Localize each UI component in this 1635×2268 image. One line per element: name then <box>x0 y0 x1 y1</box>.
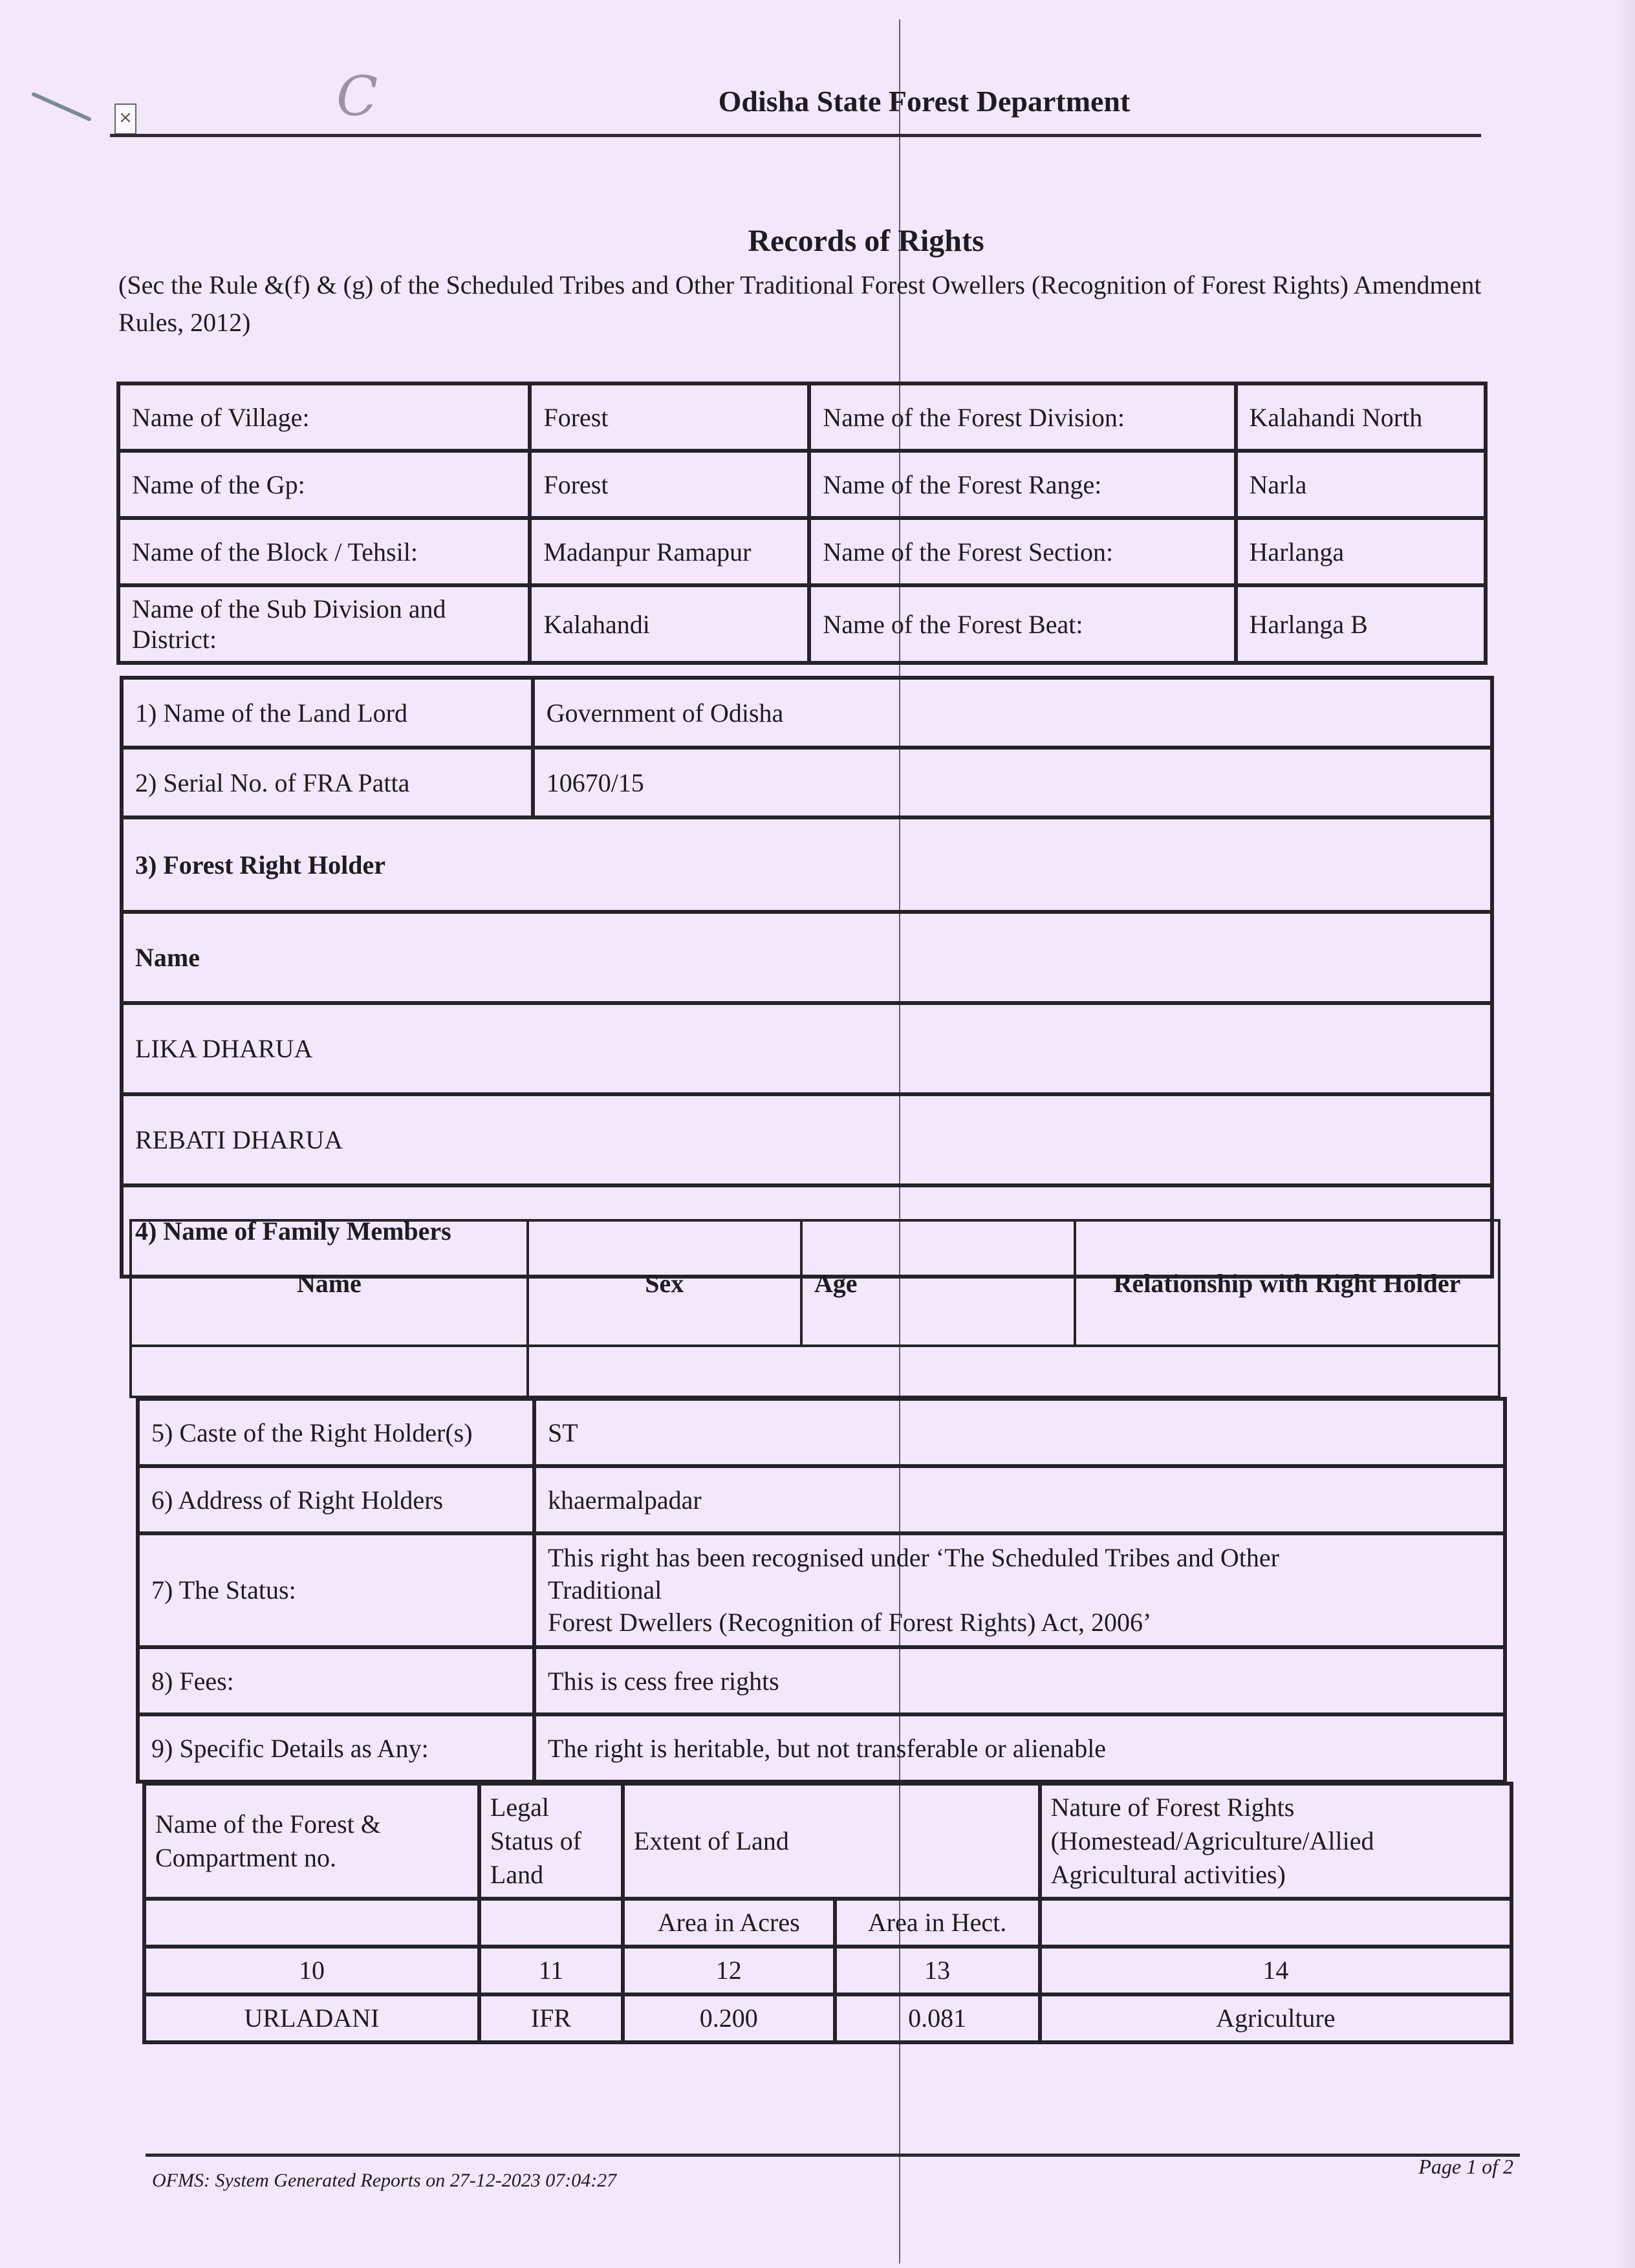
forest-range-value: Narla <box>1236 451 1486 518</box>
nature-of-rights-value: Agriculture <box>1040 1994 1511 2042</box>
subdivision-label: Name of the Sub Division and District: <box>118 585 530 663</box>
family-members-heading: 4) Name of Family Members <box>122 1185 1492 1277</box>
forest-section-value: Harlanga <box>1236 518 1486 585</box>
table-row <box>122 912 1492 1003</box>
status-label: 7) The Status: <box>138 1533 534 1647</box>
status-value <box>534 1533 1505 1647</box>
table-row <box>118 383 1486 451</box>
right-holder-heading: 3) Forest Right Holder <box>122 817 1492 912</box>
holder-name: REBATI DHARUA <box>122 1094 1492 1185</box>
gp-value: Forest <box>530 451 809 518</box>
table-header-row <box>144 1784 1511 1899</box>
column-header-sex: Sex <box>528 1220 801 1346</box>
forest-name-value: URLADANI <box>144 1994 479 2042</box>
area-acres-value: 0.200 <box>623 1994 835 2042</box>
table-row <box>138 1399 1505 1466</box>
status-line: Traditional <box>548 1575 662 1604</box>
empty-cell <box>131 1346 528 1397</box>
caste-label: 5) Caste of the Right Holder(s) <box>138 1399 534 1466</box>
subheader-hectares: Area in Hect. <box>835 1899 1040 1947</box>
column-number-row <box>144 1947 1511 1994</box>
patta-value: 10670/15 <box>533 748 1492 817</box>
table-row <box>122 748 1492 817</box>
rights-table <box>136 1397 1507 1784</box>
table-row <box>122 1003 1492 1094</box>
document-title: Records of Rights <box>748 224 984 258</box>
holder-name-heading: Name <box>122 912 1492 1003</box>
legal-status-value: IFR <box>479 1994 623 2042</box>
table-row <box>122 817 1492 912</box>
table-row-empty <box>131 1346 1499 1397</box>
holder-name: LIKA DHARUA <box>122 1003 1492 1094</box>
handwritten-mark: C <box>336 65 378 128</box>
block-value: Madanpur Ramapur <box>530 518 809 585</box>
forest-beat-value: Harlanga B <box>1236 585 1486 663</box>
table-row <box>138 1466 1505 1533</box>
table-row <box>144 1994 1511 2042</box>
table-row <box>122 678 1492 748</box>
fees-label: 8) Fees: <box>138 1647 534 1714</box>
column-header-nature: Nature of Forest Rights (Homestead/Agriculture/Allied Agricultural activities) <box>1040 1784 1511 1899</box>
generated-timestamp: OFMS: System Generated Reports on 27-12-2023 07:04:27 <box>152 2170 617 2191</box>
organization-title: Odisha State Forest Department <box>718 85 1131 118</box>
fees-value: This is cess free rights <box>534 1647 1505 1714</box>
forest-division-label: Name of the Forest Division: <box>809 383 1235 451</box>
column-header-extent: Extent of Land <box>623 1784 1040 1899</box>
column-number: 12 <box>623 1947 835 1994</box>
family-members-table <box>129 1219 1500 1398</box>
address-value: khaermalpadar <box>534 1466 1505 1533</box>
forest-beat-label: Name of the Forest Beat: <box>809 585 1235 663</box>
status-line: This right has been recognised under ‘The Scheduled Tribes and Other <box>548 1543 1279 1572</box>
specific-details-label: 9) Specific Details as Any: <box>138 1714 534 1782</box>
details-table <box>120 676 1494 1279</box>
table-row <box>138 1647 1505 1714</box>
status-line: Forest Dwellers (Recognition of Forest Rights) Act, 2006’ <box>548 1608 1152 1637</box>
table-subheader-row <box>144 1899 1511 1947</box>
column-header-name: Name <box>131 1220 528 1346</box>
table-row <box>118 451 1486 518</box>
column-number: 10 <box>144 1947 479 1994</box>
empty-cell <box>1040 1899 1511 1947</box>
broken-image-icon: × <box>114 103 136 135</box>
column-header-relationship: Relationship with Right Holder <box>1075 1220 1499 1346</box>
land-table <box>142 1782 1513 2044</box>
forest-section-label: Name of the Forest Section: <box>809 518 1235 585</box>
empty-cell <box>144 1899 479 1947</box>
table-row <box>118 518 1486 585</box>
table-header-row <box>131 1220 1499 1346</box>
document-subtitle: (Sec the Rule &(f) & (g) of the Scheduled Tribes and Other Traditional Forest Owellers (Recognition of Forest Rights) Amendment Rules, 2012) <box>118 270 1482 337</box>
footer-divider <box>146 2154 1520 2157</box>
page-edge-shadow <box>1616 0 1635 2268</box>
header-divider <box>110 134 1481 137</box>
column-header-age: Age <box>801 1220 1075 1346</box>
village-label: Name of Village: <box>118 383 530 451</box>
column-header-legal-status: Legal Status of Land <box>479 1784 623 1899</box>
table-row <box>138 1714 1505 1782</box>
land-lord-label: 1) Name of the Land Lord <box>122 678 533 748</box>
subheader-acres: Area in Acres <box>623 1899 835 1947</box>
specific-details-value: The right is heritable, but not transferable or alienable <box>534 1714 1505 1782</box>
forest-range-label: Name of the Forest Range: <box>809 451 1235 518</box>
table-row <box>118 585 1486 663</box>
village-value: Forest <box>530 383 809 451</box>
column-number: 13 <box>835 1947 1040 1994</box>
area-hectares-value: 0.081 <box>835 1994 1040 2042</box>
table-row <box>138 1533 1505 1647</box>
block-label: Name of the Block / Tehsil: <box>118 518 530 585</box>
table-row <box>122 1094 1492 1185</box>
address-label: 6) Address of Right Holders <box>138 1466 534 1533</box>
column-number: 11 <box>479 1947 623 1994</box>
subdivision-value: Kalahandi <box>530 585 809 663</box>
empty-cell <box>479 1899 623 1947</box>
land-lord-value: Government of Odisha <box>533 678 1492 748</box>
page-number: Page 1 of 2 <box>1418 2155 1513 2178</box>
empty-cell <box>528 1346 1499 1397</box>
column-header-forest: Name of the Forest & Compartment no. <box>144 1784 479 1899</box>
caste-value: ST <box>534 1399 1505 1466</box>
location-table <box>116 382 1488 665</box>
patta-label: 2) Serial No. of FRA Patta <box>122 748 533 817</box>
gp-label: Name of the Gp: <box>118 451 530 518</box>
forest-division-value: Kalahandi North <box>1236 383 1486 451</box>
column-number: 14 <box>1040 1947 1511 1994</box>
